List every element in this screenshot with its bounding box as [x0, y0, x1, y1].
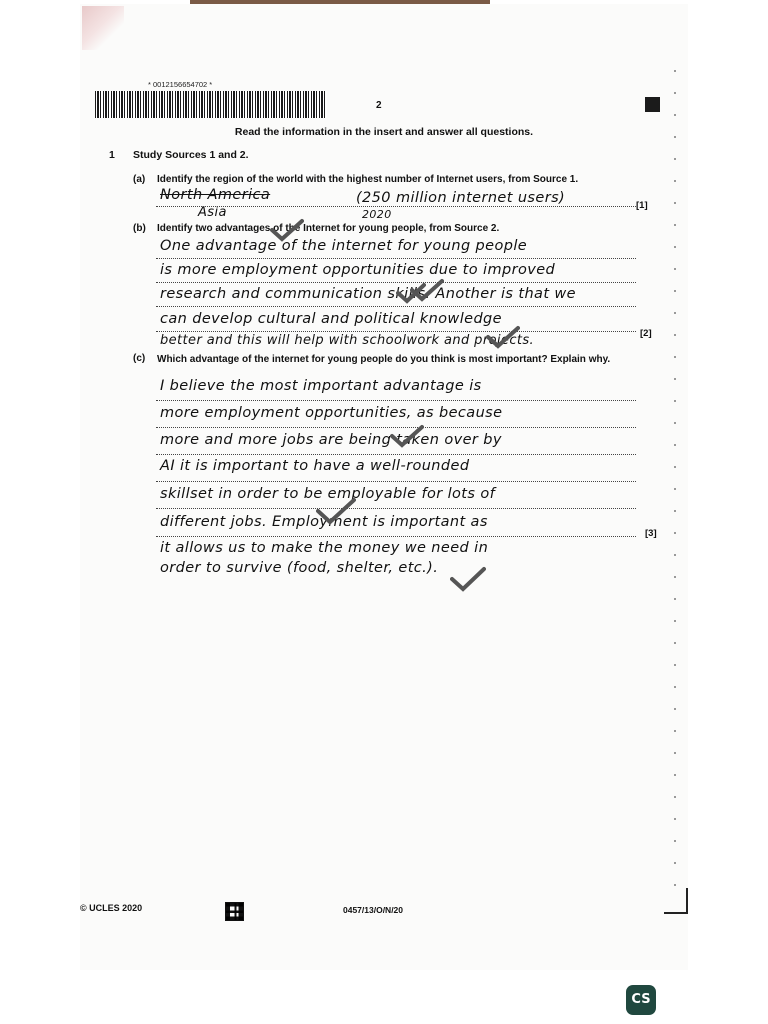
part-b-marks: [2] [640, 328, 652, 339]
part-c-answer-line-8: order to survive (food, shelter, etc.). [160, 560, 439, 576]
part-a-correction: Asia [198, 205, 227, 220]
margin-dots [674, 70, 676, 900]
part-c-answer-line-4: AI it is important to have a well-rounded [160, 458, 470, 474]
examiner-tick-icon [396, 282, 426, 304]
part-c-answer-line-1: I believe the most important advantage is [160, 378, 482, 394]
part-b-label: (b) [133, 223, 146, 234]
part-a-answer: (250 million internet users) [356, 190, 566, 206]
part-b-answer-line-1: One advantage of the internet for young people [160, 238, 528, 254]
examiner-tick-icon [270, 218, 304, 242]
part-c-answer-line-2: more employment opportunities, as because [160, 405, 503, 421]
answer-line [156, 331, 636, 332]
part-b-answer-line-5: better and this will help with schoolwork and projects. [160, 333, 535, 348]
barcode-number: * 0012156654702 * [148, 80, 213, 89]
corner-highlight-mark [82, 6, 124, 50]
answer-line [156, 258, 636, 259]
part-b-question: Identify two advantages of the Internet for young people, from Source 2. [157, 223, 500, 234]
answer-line [156, 536, 636, 537]
question-number: 1 [109, 149, 115, 161]
answer-line [156, 206, 636, 207]
part-c-answer-line-7: it allows us to make the money we need in [160, 540, 489, 556]
part-c-label: (c) [133, 353, 146, 364]
part-c-answer-line-5: skillset in order to be employable for lots of [160, 486, 496, 502]
part-a-marks: [1] [636, 200, 648, 211]
camscanner-logo-icon: CS [626, 985, 656, 1015]
part-b-answer-line-4: can develop cultural and political knowledge [160, 311, 502, 327]
examiner-tick-icon [390, 424, 424, 448]
examiner-tick-icon [450, 566, 486, 592]
part-c-question: Which advantage of the internet for young people do you think is most important? Explain why. [157, 354, 611, 365]
part-a-struck-answer: North America [160, 187, 271, 203]
crop-mark [664, 888, 688, 914]
examiner-tick-icon [316, 497, 356, 525]
part-c-answer-line-6: different jobs. Employment is important as [160, 514, 488, 530]
answer-line [156, 481, 636, 482]
barcode [95, 91, 327, 118]
footer-paper-code: 0457/13/O/N/20 [343, 905, 404, 915]
page-number: 2 [376, 100, 382, 111]
part-b-answer-line-3: research and communication skills. Another is that we [160, 286, 576, 302]
part-b-answer-line-2: is more employment opportunities due to improved [160, 262, 556, 278]
qr-code [225, 902, 244, 921]
footer-copyright: © UCLES 2020 [80, 903, 143, 913]
part-c-answer-line-3: more and more jobs are being taken over by [160, 432, 502, 448]
instruction-text: Read the information in the insert and answer all questions. [234, 126, 534, 138]
registration-square [645, 97, 660, 112]
part-a-question: Identify the region of the world with the highest number of Internet users, from Source 1. [157, 174, 579, 185]
examiner-tick-icon [486, 325, 520, 349]
part-a-label: (a) [133, 174, 146, 185]
answer-line [156, 400, 636, 401]
part-c-marks: [3] [645, 528, 657, 539]
answer-line [156, 454, 636, 455]
answer-line [156, 306, 636, 307]
question-stem: Study Sources 1 and 2. [133, 149, 249, 161]
part-a-year: 2020 [362, 208, 392, 221]
answer-line [156, 508, 636, 509]
